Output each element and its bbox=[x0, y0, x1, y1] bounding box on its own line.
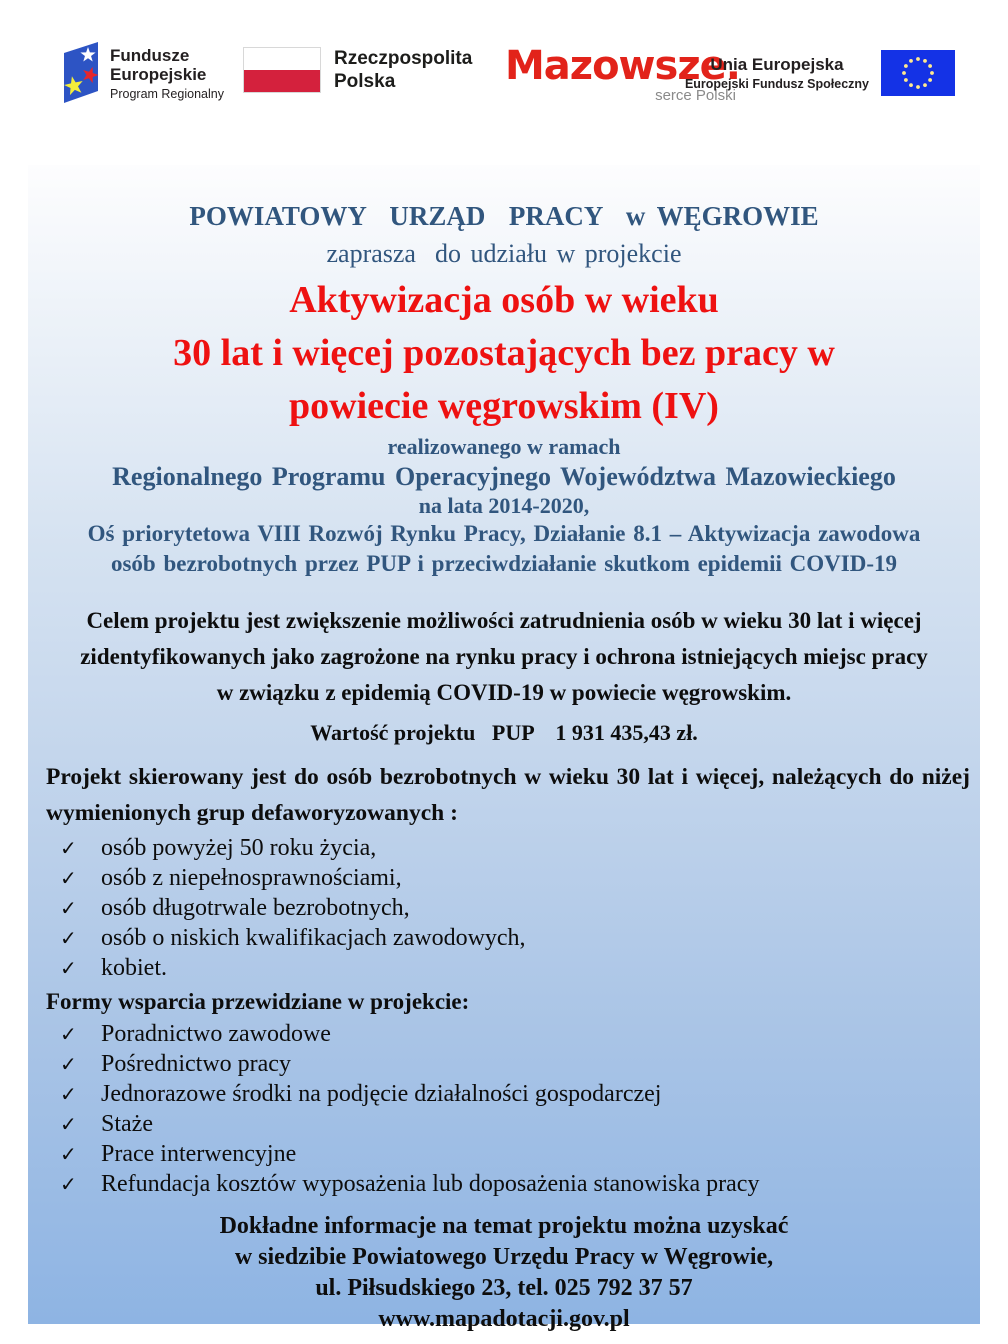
footer-line-1: Dokładne informacje na temat projektu można uzyskać bbox=[219, 1213, 789, 1239]
list-item bbox=[28, 1139, 980, 1169]
support-form-label: Prace interwencyjne bbox=[101, 1141, 297, 1167]
check-icon: ✓ bbox=[60, 836, 77, 860]
forms-heading: Formy wsparcia przewidziane w projekcie: bbox=[46, 989, 470, 1014]
logo-unia-europejska bbox=[685, 50, 955, 96]
list-item bbox=[28, 923, 980, 953]
mazowsze-tagline: serce Polski bbox=[655, 87, 736, 104]
unia-line2: Europejski Fundusz Społeczny bbox=[684, 77, 869, 91]
check-icon: ✓ bbox=[60, 926, 77, 950]
check-icon: ✓ bbox=[60, 956, 77, 980]
target-group-label: osób o niskich kwalifikacjach zawodowych, bbox=[101, 925, 526, 951]
target-group-label: osób z niepełnosprawnościami, bbox=[101, 865, 402, 891]
program-years: na lata 2014-2020, bbox=[418, 493, 590, 518]
list-item bbox=[28, 1169, 980, 1199]
check-icon: ✓ bbox=[60, 1172, 77, 1196]
target-groups-intro: Projekt skierowany jest do osób bezrobotnych w wieku 30 lat i więcej, należących do niżej wymienionych grup defaworyzowanych : bbox=[46, 764, 970, 826]
list-item bbox=[28, 893, 980, 923]
check-icon: ✓ bbox=[60, 896, 77, 920]
contact-footer bbox=[28, 1211, 980, 1335]
footer-line-3: ul. Piłsudskiego 23, tel. 025 792 37 57 bbox=[315, 1275, 693, 1301]
fundusze-europejskie-text bbox=[110, 46, 224, 101]
check-icon: ✓ bbox=[60, 866, 77, 890]
priority-axis-line-2: osób bezrobotnych przez PUP i przeciwdziałanie skutkom epidemii COVID-19 bbox=[110, 551, 898, 576]
polska-line2: Polska bbox=[334, 71, 396, 92]
eu-flag-icon bbox=[881, 50, 955, 96]
goal-line-3: w związku z epidemią COVID-19 w powiecie węgrowskim. bbox=[216, 680, 792, 705]
footer-url: www.mapadotacji.gov.pl bbox=[378, 1306, 630, 1332]
check-icon: ✓ bbox=[60, 1022, 77, 1046]
org-title: POWIATOWY URZĄD PRACY w WĘGROWIE bbox=[189, 201, 819, 231]
fundusze-line1: Fundusze bbox=[110, 45, 190, 65]
project-title-line-2: 30 lat i więcej pozostających bez pracy w bbox=[173, 332, 835, 374]
support-form-label: Poradnictwo zawodowe bbox=[101, 1021, 331, 1047]
unia-europejska-text bbox=[685, 55, 869, 91]
list-item bbox=[28, 863, 980, 893]
check-icon: ✓ bbox=[60, 1052, 77, 1076]
footer-line-2: w siedzibie Powiatowego Urzędu Pracy w Węgrowie, bbox=[234, 1244, 774, 1270]
list-item bbox=[28, 953, 980, 983]
invite-line: zaprasza do udziału w projekcie bbox=[326, 239, 682, 268]
polish-flag-icon bbox=[243, 47, 321, 93]
project-title-line-3: powiecie węgrowskim (IV) bbox=[289, 385, 719, 427]
fundusze-line3: Program Regionalny bbox=[110, 86, 224, 101]
program-name: Regionalnego Programu Operacyjnego Województwa Mazowieckiego bbox=[112, 462, 896, 491]
list-item bbox=[28, 1109, 980, 1139]
support-form-label: Staże bbox=[101, 1111, 153, 1137]
project-value: Wartość projektu PUP 1 931 435,43 zł. bbox=[310, 720, 698, 745]
check-icon: ✓ bbox=[60, 1112, 77, 1136]
goal-line-2: zidentyfikowanych jako zagrożone na rynku pracy i ochrona istniejących miejsc pracy bbox=[80, 644, 928, 669]
support-form-label: Pośrednictwo pracy bbox=[101, 1051, 291, 1077]
realized-line: realizowanego w ramach bbox=[387, 434, 621, 459]
support-form-label: Jednorazowe środki na podjęcie działalności gospodarczej bbox=[101, 1081, 662, 1107]
target-group-label: kobiet. bbox=[101, 955, 167, 981]
list-item bbox=[28, 1049, 980, 1079]
support-forms-list bbox=[28, 1019, 980, 1199]
list-item bbox=[28, 833, 980, 863]
fundusze-line2: Europejskie bbox=[110, 64, 207, 84]
unia-line1: Unia Europejska bbox=[710, 55, 844, 74]
logo-header bbox=[0, 0, 1008, 165]
rzeczpospolita-polska-text bbox=[334, 47, 472, 93]
project-title-line-1: Aktywizacja osób w wieku bbox=[289, 279, 719, 321]
target-group-label: osób powyżej 50 roku życia, bbox=[101, 835, 377, 861]
poster-panel bbox=[28, 165, 980, 1332]
list-item bbox=[28, 1019, 980, 1049]
mazowsze-wordmark: Mazowsze. bbox=[505, 43, 740, 89]
check-icon: ✓ bbox=[60, 1082, 77, 1106]
target-group-label: osób długotrwale bezrobotnych, bbox=[101, 895, 410, 921]
check-icon: ✓ bbox=[60, 1142, 77, 1166]
support-form-label: Refundacja kosztów wyposażenia lub doposażenia stanowiska pracy bbox=[101, 1171, 760, 1197]
list-item bbox=[28, 1079, 980, 1109]
priority-axis-line-1: Oś priorytetowa VIII Rozwój Rynku Pracy, Działanie 8.1 – Aktywizacja zawodowa bbox=[87, 521, 921, 546]
goal-line-1: Celem projektu jest zwiększenie możliwości zatrudnienia osób w wieku 30 lat i więcej bbox=[86, 608, 922, 633]
target-groups-list bbox=[28, 833, 980, 983]
polska-line1: Rzeczpospolita bbox=[334, 48, 473, 69]
logo-fundusze-europejskie bbox=[63, 42, 224, 104]
fundusze-europejskie-flag-icon bbox=[63, 42, 99, 104]
project-goal bbox=[28, 603, 980, 711]
logo-rzeczpospolita-polska bbox=[243, 47, 472, 93]
